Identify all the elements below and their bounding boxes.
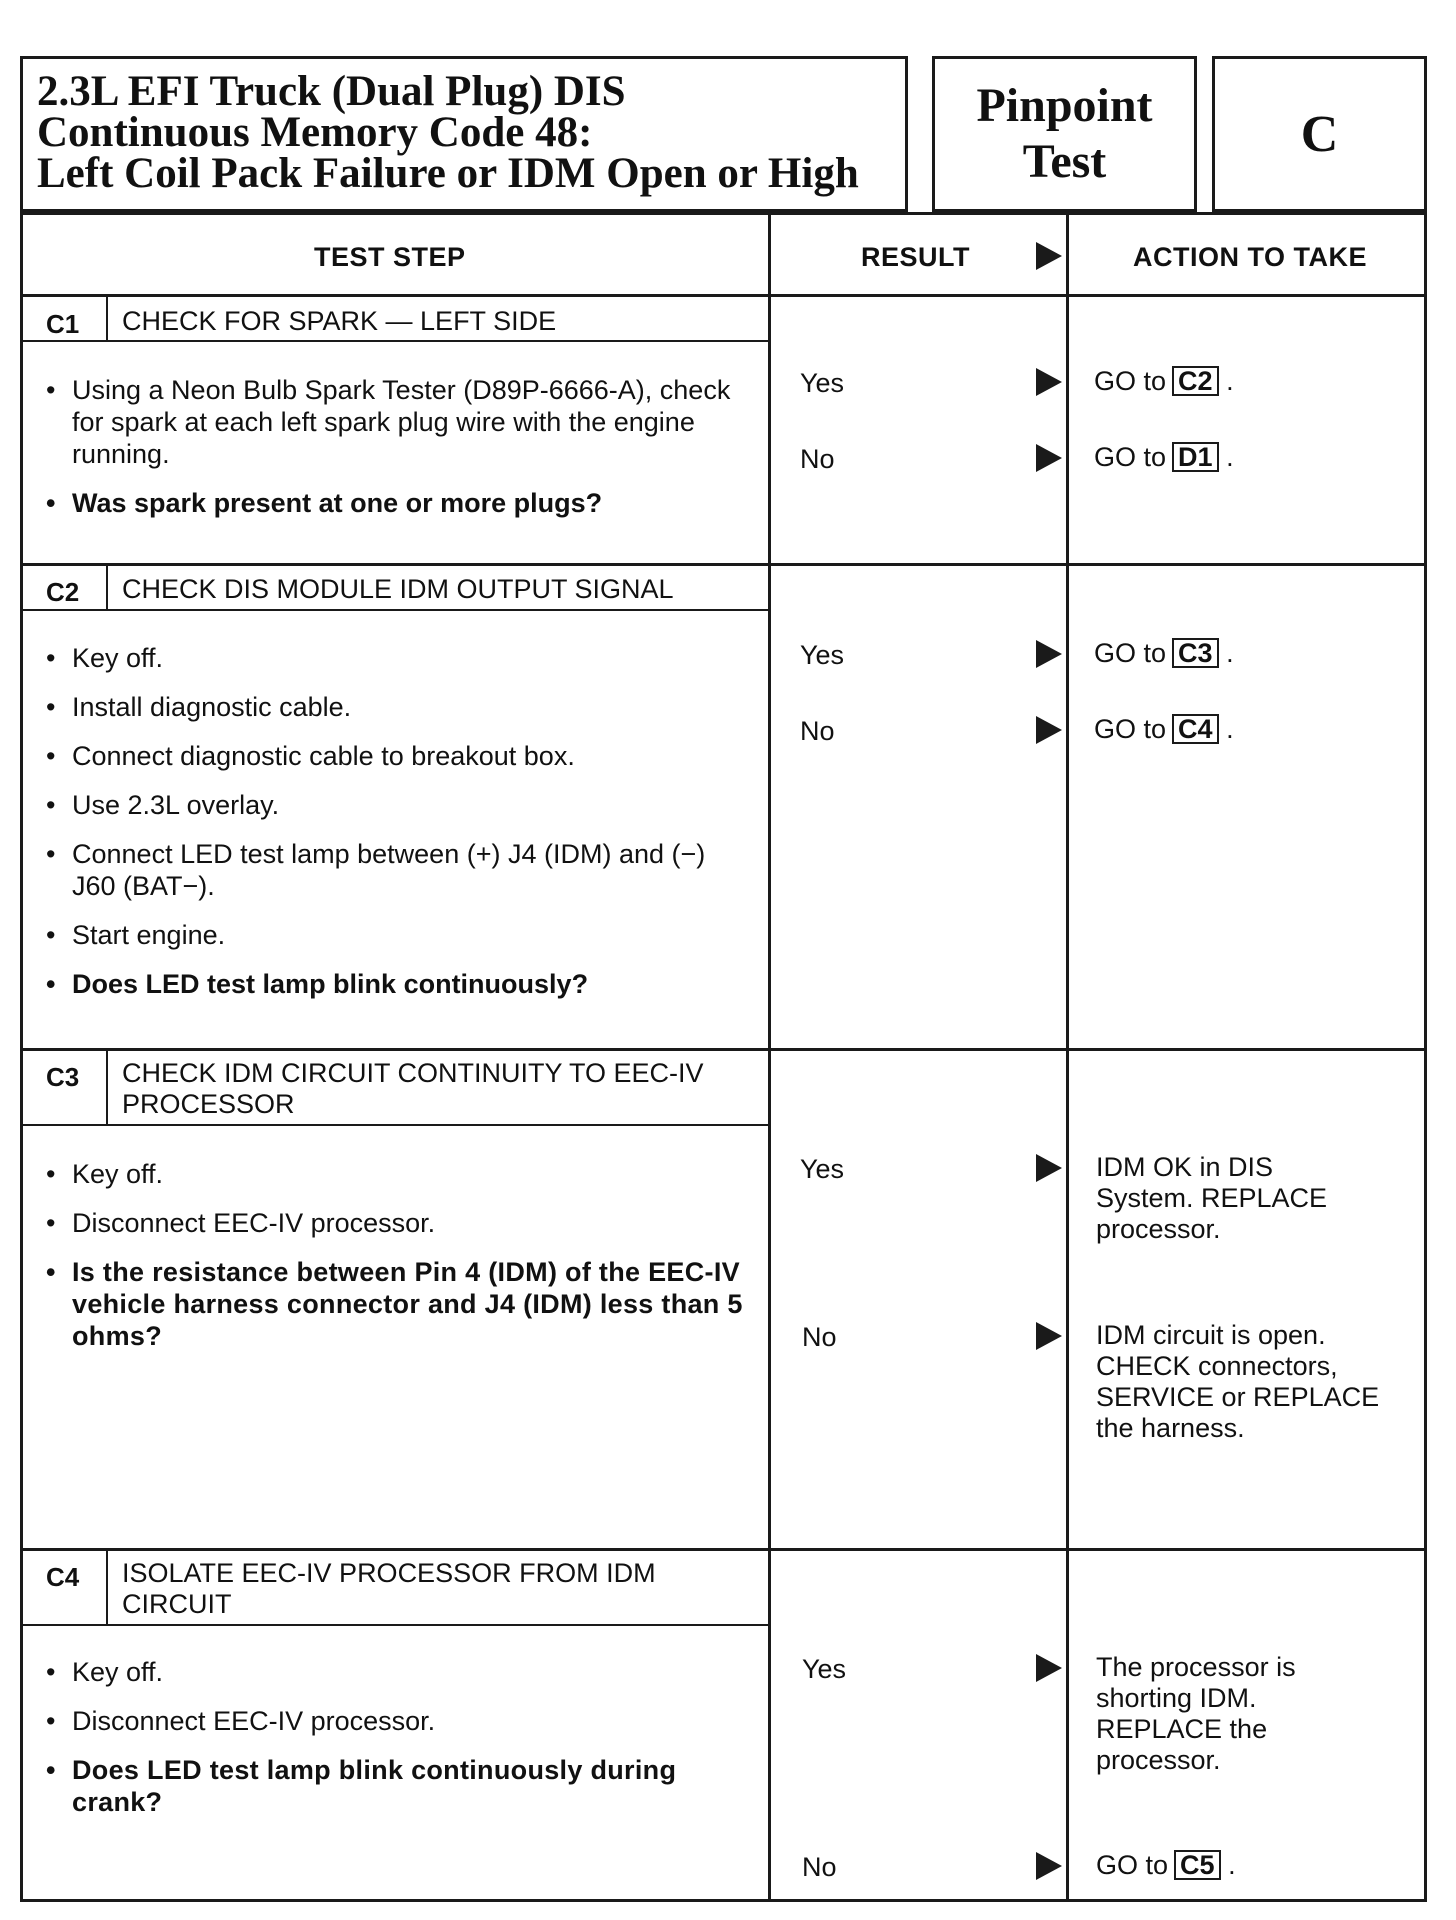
action-suffix: . <box>1226 638 1234 668</box>
column-divider <box>1066 212 1069 1902</box>
action-line: CHECK connectors, <box>1096 1351 1338 1381</box>
action-text: GO to <box>1096 1850 1169 1880</box>
bullet-item: • Install diagnostic cable. <box>44 691 749 723</box>
step-id-divider <box>106 1050 108 1124</box>
action-suffix: . <box>1226 442 1234 472</box>
result-yes: Yes <box>800 368 845 398</box>
action-goto <box>1096 1850 1236 1881</box>
pinpoint-line: Pinpoint <box>976 79 1153 132</box>
result-yes: Yes <box>800 1154 845 1184</box>
result-yes: Yes <box>800 640 845 670</box>
arrow-right-icon <box>1036 716 1062 744</box>
arrow-right-icon <box>1036 368 1062 396</box>
bullet-question: • Is the resistance between Pin 4 (IDM) of the EEC-IV vehicle harness connector and J4 (IDM) less than 5 ohms? <box>44 1256 749 1352</box>
bullet-question: • Was spark present at one or more plugs? <box>44 487 744 519</box>
title-line: Left Coil Pack Failure or IDM Open or High <box>37 150 859 197</box>
action-text: GO to <box>1094 442 1167 472</box>
step-ref[interactable]: C2 <box>1172 366 1219 396</box>
step-id-divider <box>106 1550 108 1624</box>
action-line: shorting IDM. <box>1096 1683 1257 1713</box>
action-text: GO to <box>1094 714 1167 744</box>
step-id: C2 <box>46 577 80 607</box>
step-divider <box>20 563 1427 566</box>
action-goto <box>1094 366 1234 397</box>
step-title: CHECK FOR SPARK — LEFT SIDE <box>122 306 557 336</box>
bullet-question: • Does LED test lamp blink continuously during crank? <box>44 1754 749 1818</box>
action-goto <box>1094 638 1234 669</box>
pinpoint-test-label <box>932 56 1197 212</box>
pinpoint-line: Test <box>1022 135 1107 188</box>
action-line: IDM circuit is open. <box>1096 1320 1326 1350</box>
action-line: IDM OK in DIS <box>1096 1152 1274 1182</box>
action-line: The processor is <box>1096 1652 1296 1682</box>
step-divider <box>20 1048 1427 1051</box>
bullet-item: • Key off. <box>44 1158 749 1190</box>
step-bullets <box>44 374 744 536</box>
step-divider <box>20 1548 1427 1551</box>
action-text-block <box>1096 1320 1379 1444</box>
arrow-right-icon <box>1036 1852 1062 1880</box>
step-title-line: CIRCUIT <box>122 1589 232 1619</box>
step-title-divider <box>20 1124 769 1126</box>
action-line: SERVICE or REPLACE <box>1096 1382 1380 1412</box>
header-divider <box>20 294 1427 297</box>
arrow-right-icon <box>1036 1322 1062 1350</box>
step-title <box>122 1058 704 1120</box>
step-bullets <box>44 1158 749 1369</box>
result-no: No <box>802 1322 837 1352</box>
step-title-divider <box>20 609 769 611</box>
arrow-right-icon <box>1036 444 1062 472</box>
bullet-item: • Connect LED test lamp between (+) J4 (IDM) and (−) J60 (BAT−). <box>44 838 749 902</box>
step-title-divider <box>20 1624 769 1626</box>
action-line: REPLACE the <box>1096 1714 1268 1744</box>
step-id-divider <box>106 565 108 609</box>
step-id: C1 <box>46 309 80 339</box>
arrow-right-icon <box>1036 1154 1062 1182</box>
column-divider <box>768 212 771 1902</box>
step-title-line: CHECK IDM CIRCUIT CONTINUITY TO EEC-IV <box>122 1058 704 1088</box>
bullet-item: • Connect diagnostic cable to breakout box. <box>44 740 749 772</box>
test-letter: C <box>1212 56 1427 212</box>
action-line: processor. <box>1096 1745 1221 1775</box>
test-title <box>20 56 908 212</box>
step-title <box>122 1558 656 1620</box>
result-no: No <box>802 1852 837 1882</box>
test-step-header: TEST STEP <box>314 242 466 272</box>
bullet-item: • Disconnect EEC-IV processor. <box>44 1705 749 1737</box>
step-id: C4 <box>46 1562 80 1592</box>
result-no: No <box>800 716 835 746</box>
action-line: processor. <box>1096 1214 1221 1244</box>
action-text-block <box>1096 1652 1296 1776</box>
title-line: 2.3L EFI Truck (Dual Plug) DIS <box>37 68 626 115</box>
step-title-divider <box>20 340 769 342</box>
arrow-right-icon <box>1036 640 1062 668</box>
action-text: GO to <box>1094 366 1167 396</box>
step-title-line: ISOLATE EEC-IV PROCESSOR FROM IDM <box>122 1558 656 1588</box>
bullet-item: • Disconnect EEC-IV processor. <box>44 1207 749 1239</box>
action-text-block <box>1096 1152 1327 1245</box>
action-goto <box>1094 442 1234 473</box>
action-goto <box>1094 714 1234 745</box>
action-line: the harness. <box>1096 1413 1245 1443</box>
step-ref[interactable]: C5 <box>1174 1850 1221 1880</box>
step-bullets <box>44 1656 749 1835</box>
bullet-item: • Key off. <box>44 1656 749 1688</box>
action-suffix: . <box>1226 714 1234 744</box>
step-ref[interactable]: C3 <box>1172 638 1219 668</box>
arrow-right-icon <box>1036 1654 1062 1682</box>
result-yes: Yes <box>802 1654 847 1684</box>
title-line: Continuous Memory Code 48: <box>37 109 593 156</box>
bullet-question: • Does LED test lamp blink continuously? <box>44 968 749 1000</box>
step-title: CHECK DIS MODULE IDM OUTPUT SIGNAL <box>122 574 674 604</box>
step-title-line: PROCESSOR <box>122 1089 295 1119</box>
step-ref[interactable]: D1 <box>1172 442 1219 472</box>
bullet-item: • Key off. <box>44 642 749 674</box>
action-text: GO to <box>1094 638 1167 668</box>
result-header: RESULT <box>861 242 970 272</box>
bullet-item: • Using a Neon Bulb Spark Tester (D89P-6666-A), check for spark at each left spark plug wire with the engine running. <box>44 374 744 470</box>
result-no: No <box>800 444 835 474</box>
action-line: System. REPLACE <box>1096 1183 1328 1213</box>
step-id-divider <box>106 296 108 340</box>
bullet-item: • Use 2.3L overlay. <box>44 789 749 821</box>
step-id: C3 <box>46 1062 80 1092</box>
action-header: ACTION TO TAKE <box>1133 242 1367 272</box>
step-bullets <box>44 642 749 1017</box>
bullet-item: • Start engine. <box>44 919 749 951</box>
step-ref[interactable]: C4 <box>1172 714 1219 744</box>
action-suffix: . <box>1228 1850 1236 1880</box>
action-suffix: . <box>1226 366 1234 396</box>
arrow-right-icon <box>1036 242 1062 270</box>
